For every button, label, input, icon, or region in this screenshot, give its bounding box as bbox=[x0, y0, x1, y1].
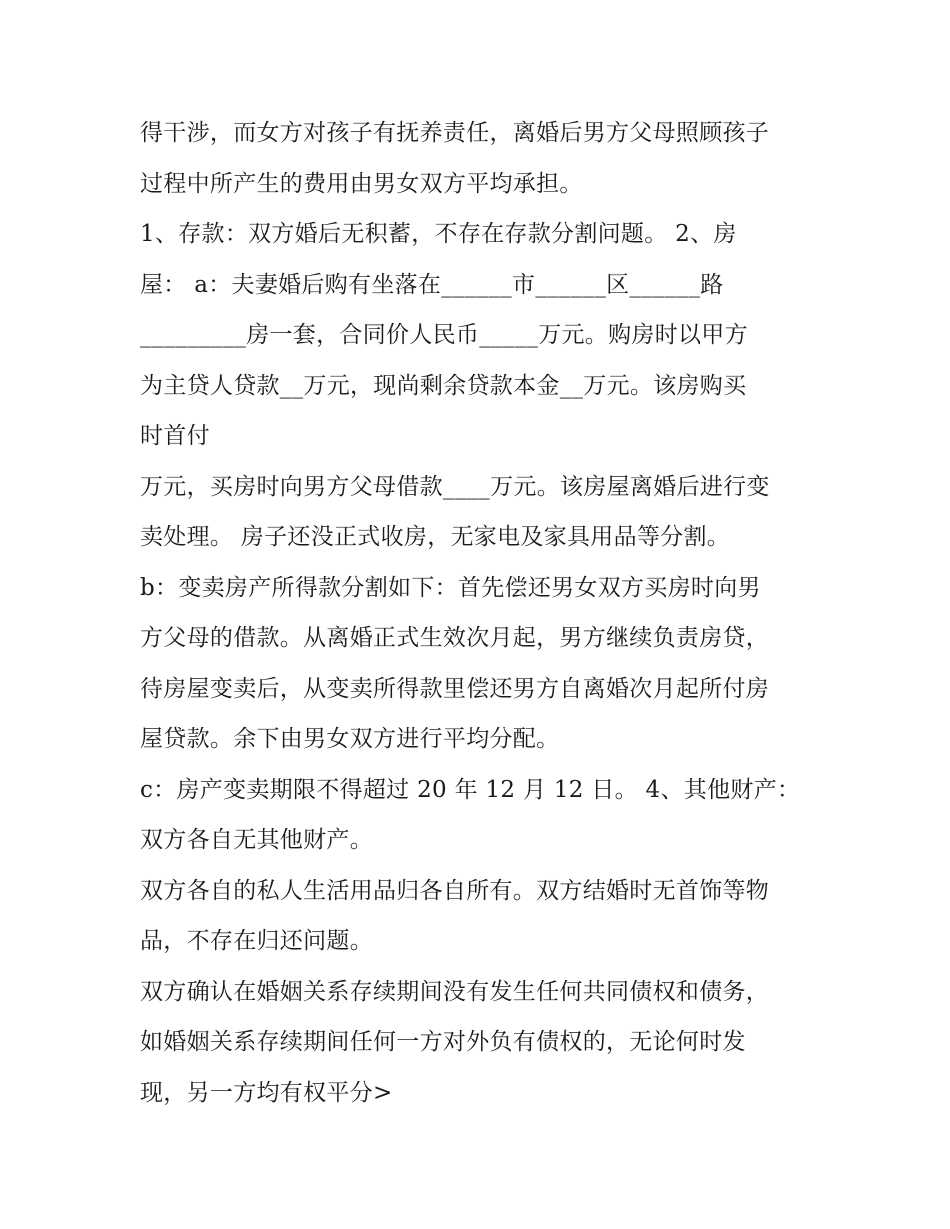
text-line: 得干涉，而女方对孩子有抚养责任，离婚后男方父母照顾孩子 bbox=[140, 120, 770, 146]
text-line: 双方确认在婚姻关系存续期间没有发生任何共同债权和债务， bbox=[140, 978, 770, 1005]
text-line: 品，不存在归还问题。 bbox=[140, 928, 373, 954]
text-line: 万元，买房时向男方父母借款____万元。该房屋离婚后进行变 bbox=[140, 473, 770, 500]
text-line: 时首付 bbox=[140, 423, 210, 449]
text-line: 方父母的借款。从离婚正式生效次月起，男方继续负责房贷， bbox=[140, 625, 770, 651]
text-line: 双方各自的私人生活用品归各自所有。双方结婚时无首饰等物 bbox=[140, 877, 770, 904]
text-line: 屋： a：夫妻婚后购有坐落在______市______区______路 bbox=[140, 271, 724, 298]
text-line: _________房一套，合同价人民币_____万元。购房时以甲方 bbox=[140, 322, 748, 348]
text-line: 屋贷款。余下由男女双方进行平均分配。 bbox=[140, 726, 560, 752]
text-line: 待房屋变卖后，从变卖所得款里偿还男方自离婚次月起所付房 bbox=[140, 675, 770, 702]
text-line: 双方各自无其他财产。 bbox=[140, 827, 373, 853]
document-body bbox=[140, 108, 820, 1118]
text-line: 为主贷人贷款__万元，现尚剩余贷款本金__万元。该房购买 bbox=[140, 372, 747, 399]
text-line: 如婚姻关系存续期间任何一方对外负有债权的，无论何时发 bbox=[140, 1029, 746, 1055]
text-line: c：房产变卖期限不得超过 20 年 12 月 12 日。 4、其他财产： bbox=[140, 776, 801, 803]
text-line: 1、存款：双方婚后无积蓄，不存在存款分割问题。 2、房 bbox=[140, 221, 737, 247]
text-line: 过程中所产生的费用由男女双方平均承担。 bbox=[140, 170, 583, 197]
text-line: b：变卖房产所得款分割如下：首先偿还男女双方买房时向男 bbox=[140, 574, 761, 601]
text-line: 现，另一方均有权平分> bbox=[140, 1079, 393, 1106]
text-line: 卖处理。 房子还没正式收房，无家电及家具用品等分割。 bbox=[140, 524, 731, 550]
